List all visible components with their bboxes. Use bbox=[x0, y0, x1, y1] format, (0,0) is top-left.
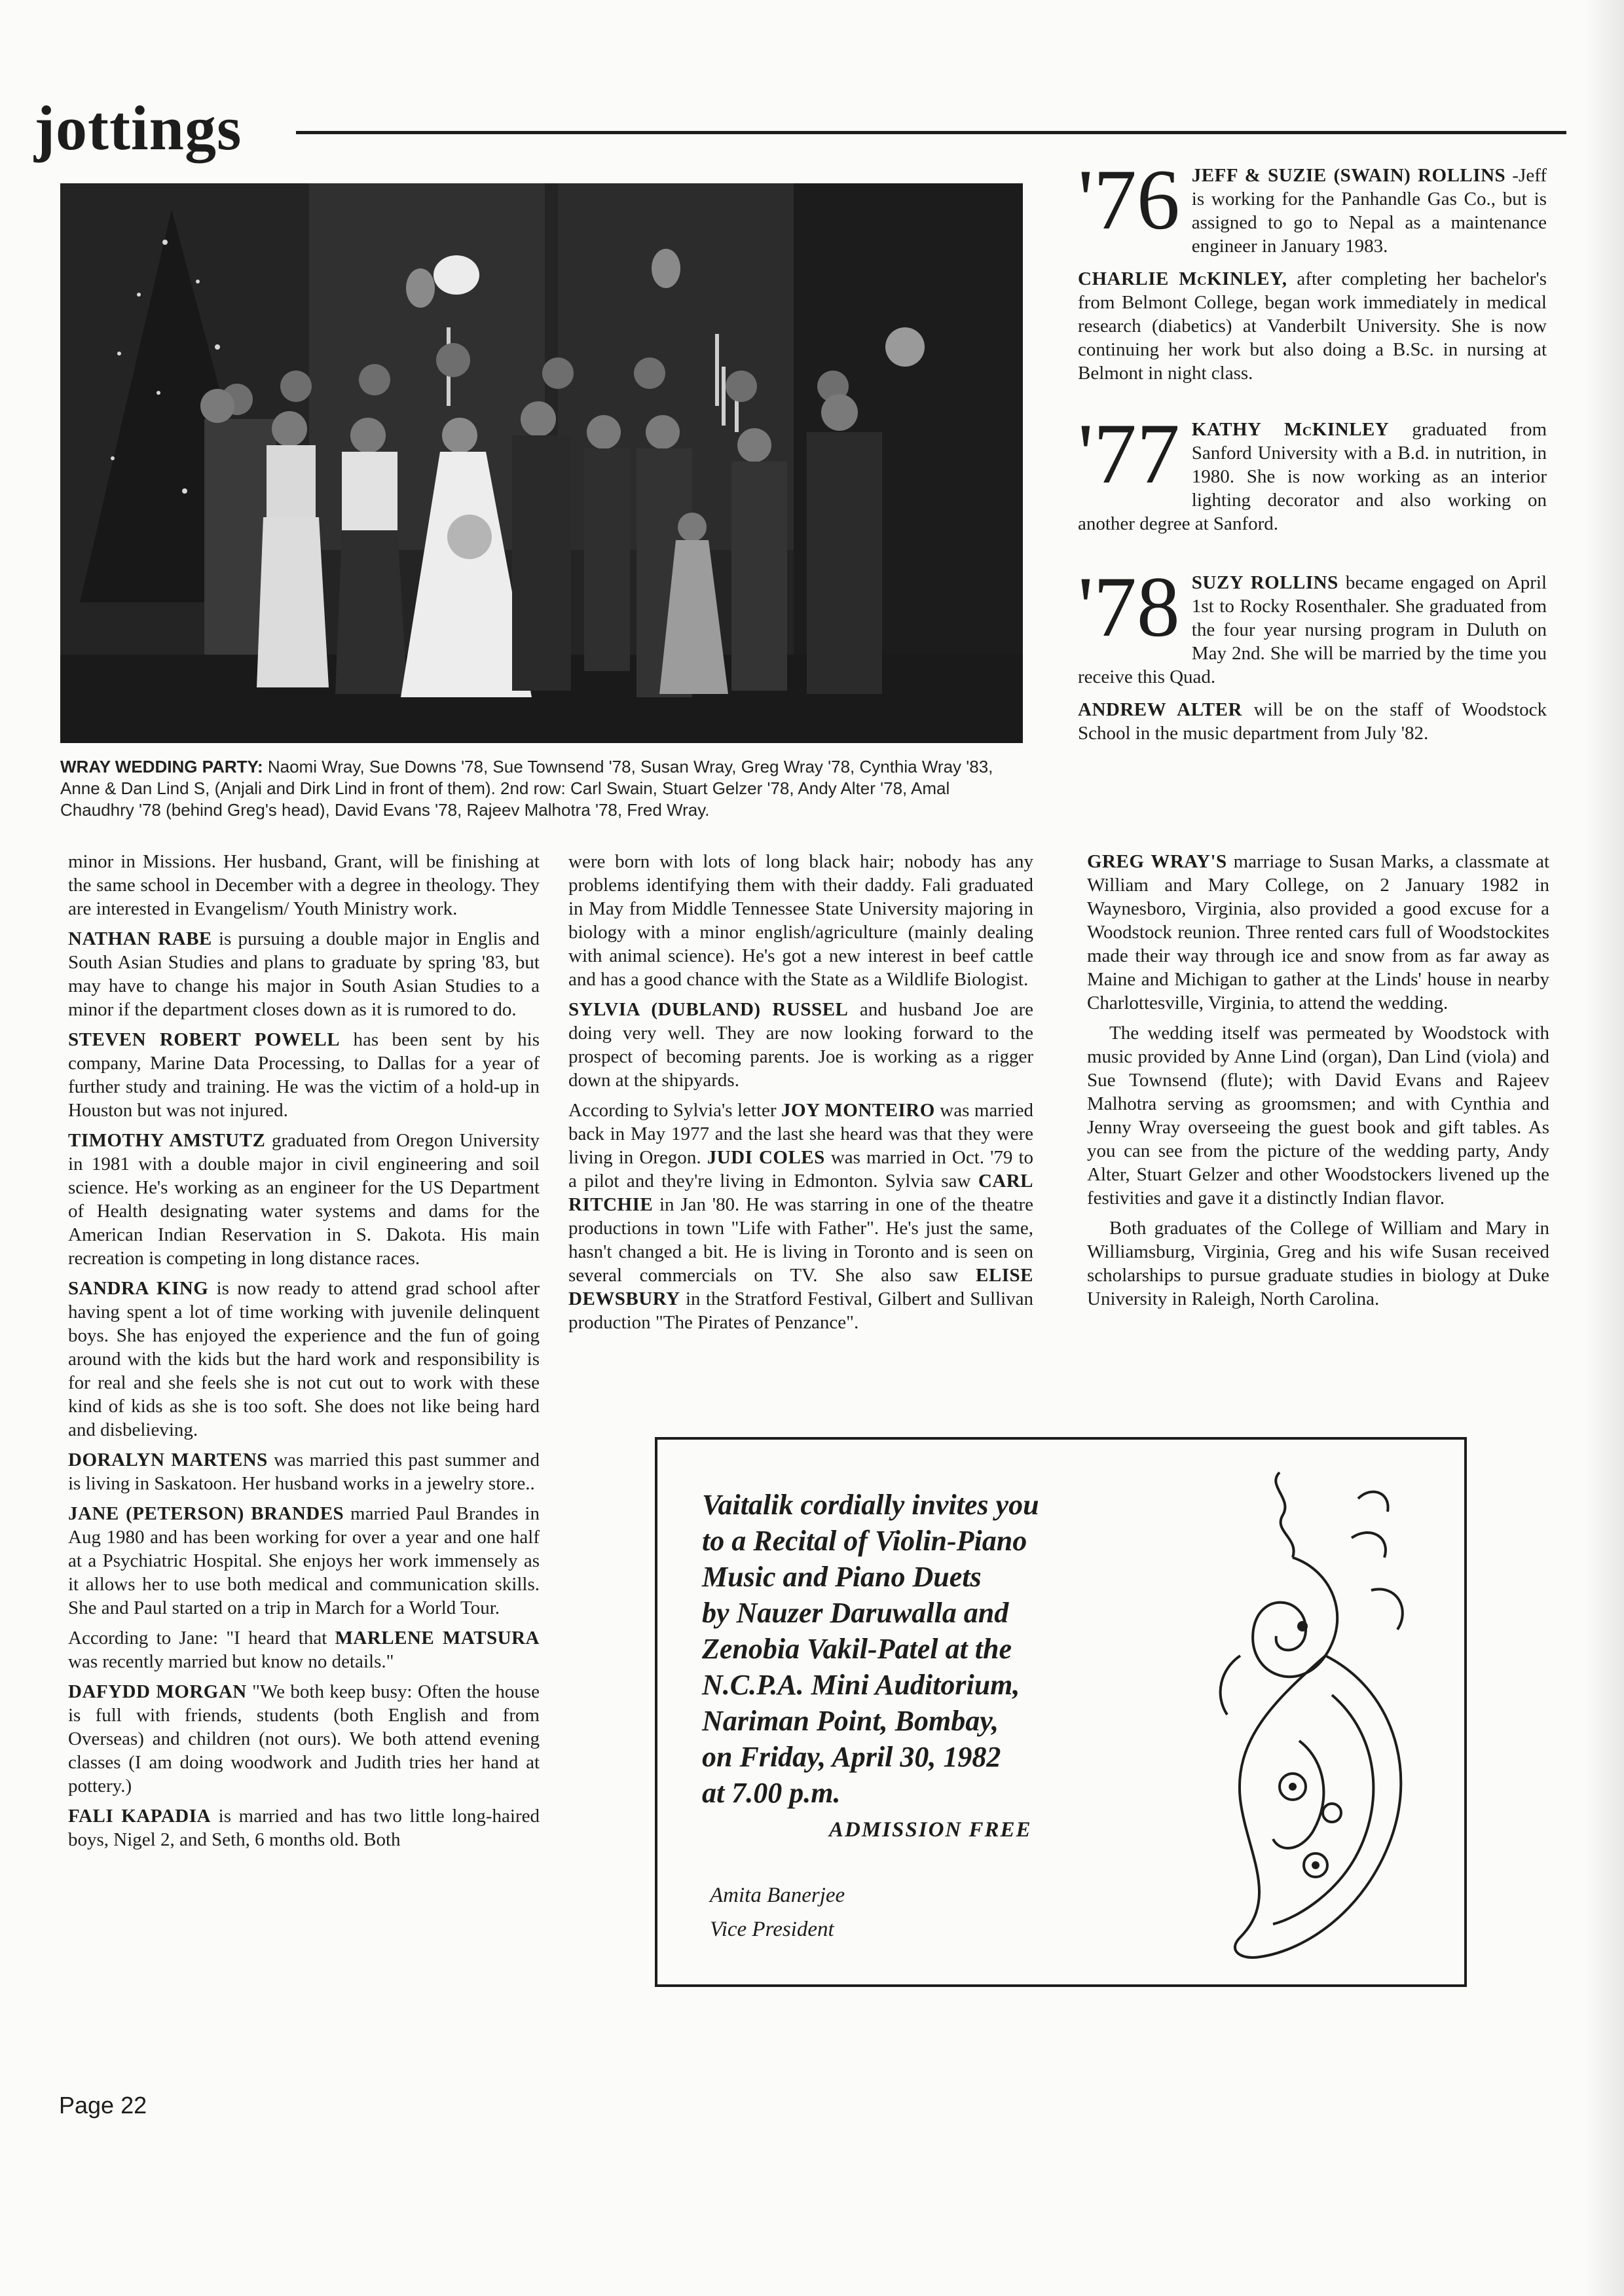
section-title: jottings bbox=[34, 93, 242, 163]
entry-sandra-king bbox=[68, 1277, 540, 1442]
class-year-77: '77 bbox=[1078, 405, 1180, 501]
invitation-line: Zenobia Vakil-Patel at the bbox=[702, 1633, 1012, 1665]
entry-text: is married and has two little long-haired boys, Nigel 2, and Seth, 6 months old. Both bbox=[68, 1806, 540, 1850]
invitation-line: N.C.P.A. Mini Auditorium, bbox=[702, 1669, 1020, 1701]
col2-paragraph-1: were born with lots of long black hair; nobody has any problems identifying them with their daddy. Fali graduated in May from Middle Tennessee State University majoring in biology with a minor english/agriculture (mainly dealing with animal science). He's got a new interest in beef cattle and has a good chance with the State as a Wildlife Biologist. bbox=[568, 851, 1033, 990]
class-of-78 bbox=[1078, 558, 1547, 689]
paisley-ornament-icon bbox=[1201, 1459, 1437, 1970]
column-1 bbox=[68, 850, 540, 1858]
wedding-paragraph: The wedding itself was permeated by Woodstock with music provided by Anne Lind (organ), Dan Lind (viola) and Sue Townsend (flute); with David Evans and Rajeev Malhotra serving as groomsmen; and with Cynthia and Jenny Wray overseeing the guest book and gift tables. As you can see from the picture of the wedding party, Andy Alter, Stuart Gelzer and other Woodstockers livened up the festivities and gave it a distinctly Indian flavor. bbox=[1087, 1023, 1549, 1209]
entry-name: GREG WRAY'S bbox=[1087, 851, 1227, 872]
invitation-line: Music and Piano Duets bbox=[702, 1561, 982, 1593]
signatory-name: Amita Banerjee bbox=[710, 1884, 845, 1907]
entry-name: JEFF & SUZIE (SWAIN) ROLLINS bbox=[1191, 165, 1506, 186]
invitation-line: Vaitalik cordially invites you bbox=[702, 1489, 1039, 1521]
entry-fali-kapadia bbox=[68, 1804, 540, 1851]
class-of-76 bbox=[1078, 151, 1547, 258]
invitation-line: by Nauzer Daruwalla and bbox=[702, 1597, 1009, 1629]
entry-text: and husband Joe are doing very well. They are now looking forward to the prospect of becoming parents. Joe is working as a rigger down at the shipyards. bbox=[568, 999, 1033, 1091]
entry-name: MARLENE MATSURA bbox=[335, 1628, 540, 1649]
invitation-line: at 7.00 p.m. bbox=[702, 1777, 841, 1809]
class-of-77 bbox=[1078, 405, 1547, 536]
entry-text: marriage to Susan Marks, a classmate at William and Mary College, on 2 January 1982 in Waynesboro, Virginia, also provided a good excuse for a Woodstock reunion. Three rented cars full of Woodstockites made their way through ice and snow from as far away as Maine and Michigan to gather at the Linds' house in nearby Charlottesville, Virginia, to attend the wedding. bbox=[1087, 851, 1549, 1013]
entry-name: JUDI COLES bbox=[707, 1147, 825, 1168]
entry-nathan-rabe bbox=[68, 927, 540, 1021]
page-edge-shadow bbox=[1585, 0, 1624, 2296]
column-3-bottom bbox=[1087, 850, 1549, 1317]
section-header bbox=[34, 92, 1534, 170]
invitation-line: to a Recital of Violin-Piano bbox=[702, 1525, 1027, 1557]
entry-text: -Jeff is working for the Panhandle Gas Co., but is assigned to go to Nepal as a maintenance engineer in January 1983. bbox=[1191, 165, 1547, 257]
invitation-line: Nariman Point, Bombay, bbox=[702, 1705, 999, 1737]
admission-free: ADMISSION FREE bbox=[829, 1818, 1032, 1842]
entry-name: TIMOTHY AMSTUTZ bbox=[68, 1130, 266, 1151]
header-rule bbox=[296, 131, 1566, 134]
entry-timothy-amstutz bbox=[68, 1129, 540, 1270]
column-2 bbox=[568, 850, 1033, 1341]
entry-text: has been sent by his company, Marine Data Processing, to Dallas for a year of further study and training. He was the victim of a hold-up in Houston but was not injured. bbox=[68, 1029, 540, 1121]
entry-charlie-mckinley bbox=[1078, 267, 1547, 385]
entry-text: will be on the staff of Woodstock School in the music department from July '82. bbox=[1078, 699, 1547, 744]
caption-lead: WRAY WEDDING PARTY: bbox=[60, 757, 263, 776]
entry-name: JOY MONTEIRO bbox=[781, 1100, 935, 1121]
class-year-76: '76 bbox=[1078, 151, 1180, 247]
entry-text: is pursuing a double major in Englis and South Asian Studies and plans to graduate by spring '83, but may have to change his major in South Asian Studies to a minor if the department closes down as it is rumored to do. bbox=[68, 928, 540, 1020]
class-year-78: '78 bbox=[1078, 558, 1180, 655]
recital-invitation bbox=[655, 1437, 1467, 1987]
entry-name: KATHY McKINLEY bbox=[1191, 419, 1390, 440]
photo-caption bbox=[60, 756, 1023, 821]
entry-jane-quote: According to Jane: "I heard that MARLENE MATSURA was recently married but know no details." bbox=[68, 1628, 540, 1672]
entry-andrew-alter bbox=[1078, 698, 1547, 745]
entry-name: ANDREW ALTER bbox=[1078, 699, 1242, 720]
entry-name: JANE (PETERSON) BRANDES bbox=[68, 1503, 344, 1524]
signatory bbox=[710, 1878, 845, 1946]
invitation-line: on Friday, April 30, 1982 bbox=[702, 1741, 1001, 1773]
entry-greg-wray bbox=[1087, 850, 1549, 1015]
entry-text: was married this past summer and is living in Saskatoon. Her husband works in a jewelry store.. bbox=[68, 1449, 540, 1494]
entry-name: STEVEN ROBERT POWELL bbox=[68, 1029, 341, 1050]
entry-name: ELISE DEWSBURY bbox=[568, 1265, 1033, 1309]
page-number: Page 22 bbox=[59, 2092, 147, 2119]
entry-text: married Paul Brandes in Aug 1980 and has been working for over a year and one half at a Psychiatric Hospital. She enjoys her work immensely as it allows her to use both medical and communication skills. She and Paul started on a trip in March for a World Tour. bbox=[68, 1503, 540, 1618]
column-3-top bbox=[1078, 151, 1547, 752]
entry-name: SANDRA KING bbox=[68, 1278, 209, 1299]
graduates-paragraph: Both graduates of the College of William and Mary in Williamsburg, Virginia, Greg and his wife Susan received scholarships to pursue graduate studies in biology at Duke University in Raleigh, North Carolina. bbox=[1087, 1218, 1549, 1309]
entry-text: graduated from Sanford University with a B.d. in nutrition, in 1980. She is now working as an interior lighting decorator and also working on another degree at Sanford. bbox=[1078, 419, 1547, 534]
entry-name: CARL RITCHIE bbox=[568, 1171, 1033, 1215]
entry-name: SYLVIA (DUBLAND) RUSSEL bbox=[568, 999, 849, 1020]
entry-name: DORALYN MARTENS bbox=[68, 1449, 268, 1470]
entry-steven-powell bbox=[68, 1028, 540, 1122]
entry-text: is now ready to attend grad school after having spent a lot of time working with juvenile delinquent boys. She has enjoyed the experience and the fun of going around with the kids but the hard work and responsibility is for real and she feels she is not cut out to work with these kind of kids as she is too soft. She does not like being hard and disbelieving. bbox=[68, 1278, 540, 1440]
wedding-photo-illustration bbox=[60, 183, 1023, 743]
entry-sylvia-russel bbox=[568, 998, 1033, 1092]
entry-doralyn-martens bbox=[68, 1448, 540, 1495]
entry-text: became engaged on April 1st to Rocky Rosenthaler. She graduated from the four year nursing program in Duluth on May 2nd. She will be married by the time you receive this Quad. bbox=[1078, 572, 1547, 687]
entry-name: SUZY ROLLINS bbox=[1191, 572, 1338, 593]
caption-text: Naomi Wray, Sue Downs '78, Sue Townsend '78, Susan Wray, Greg Wray '78, Cynthia Wray '83, Anne & Dan Lind S, (Anjali and Dirk Lind in front of them). 2nd row: Carl Swain, Stuart Gelzer '78, Andy Alter '78, Amal Chaudhry '78 (behind Greg's head), David Evans '78, Rajeev Malhotra '78, Fred Wray. bbox=[60, 757, 993, 820]
entry-name: FALI KAPADIA bbox=[68, 1806, 211, 1827]
entry-text: "We both keep busy: Often the house is full with friends, students (both English and from Overseas) and children (not ours). We both attend evening classes (I am doing woodwork and Judith tries her hand at pottery.) bbox=[68, 1681, 540, 1796]
entry-text: graduated from Oregon University in 1981 with a double major in civil engineering and soil science. He's working as an engineer for the US Department of Health designating water systems and dams for the American Indian Reservation in S. Dakota. His main recreation is competing in long distance races. bbox=[68, 1130, 540, 1269]
entry-jane-brandes bbox=[68, 1502, 540, 1620]
entry-name: NATHAN RABE bbox=[68, 928, 212, 949]
entry-name: CHARLIE McKINLEY, bbox=[1078, 268, 1287, 289]
wedding-photo bbox=[60, 183, 1023, 743]
signatory-title: Vice President bbox=[710, 1918, 834, 1941]
entry-dafydd-morgan bbox=[68, 1680, 540, 1798]
col1-paragraph-1: minor in Missions. Her husband, Grant, will be finishing at the same school in December with a degree in theology. They are interested in Evangelism/ Youth Ministry work. bbox=[68, 851, 540, 919]
entry-text: after completing her bachelor's from Belmont College, began work immediately in medical research (diabetics) at Vanderbilt University. She is now continuing her work but also doing a B.Sc. in nursing at Belmont in night class. bbox=[1078, 268, 1547, 384]
entry-name: DAFYDD MORGAN bbox=[68, 1681, 247, 1702]
invitation-text bbox=[702, 1487, 1187, 1811]
entry-sylvia-letter: According to Sylvia's letter JOY MONTEIRO was married back in May 1977 and the last she heard was that they were living in Oregon. JUDI COLES was married in Oct. '79 to a pilot and they're living in Edmonton. Sylvia saw CARL RITCHIE in Jan '80. He was starring in one of the theatre productions in town "Life with Father". He's just the same, hasn't changed a bit. He is living in Toronto and is seen on several commercials on TV. She also saw ELISE DEWSBURY in the Stratford Festival, Gilbert and Sullivan production "The Pirates of Penzance". bbox=[568, 1100, 1034, 1333]
